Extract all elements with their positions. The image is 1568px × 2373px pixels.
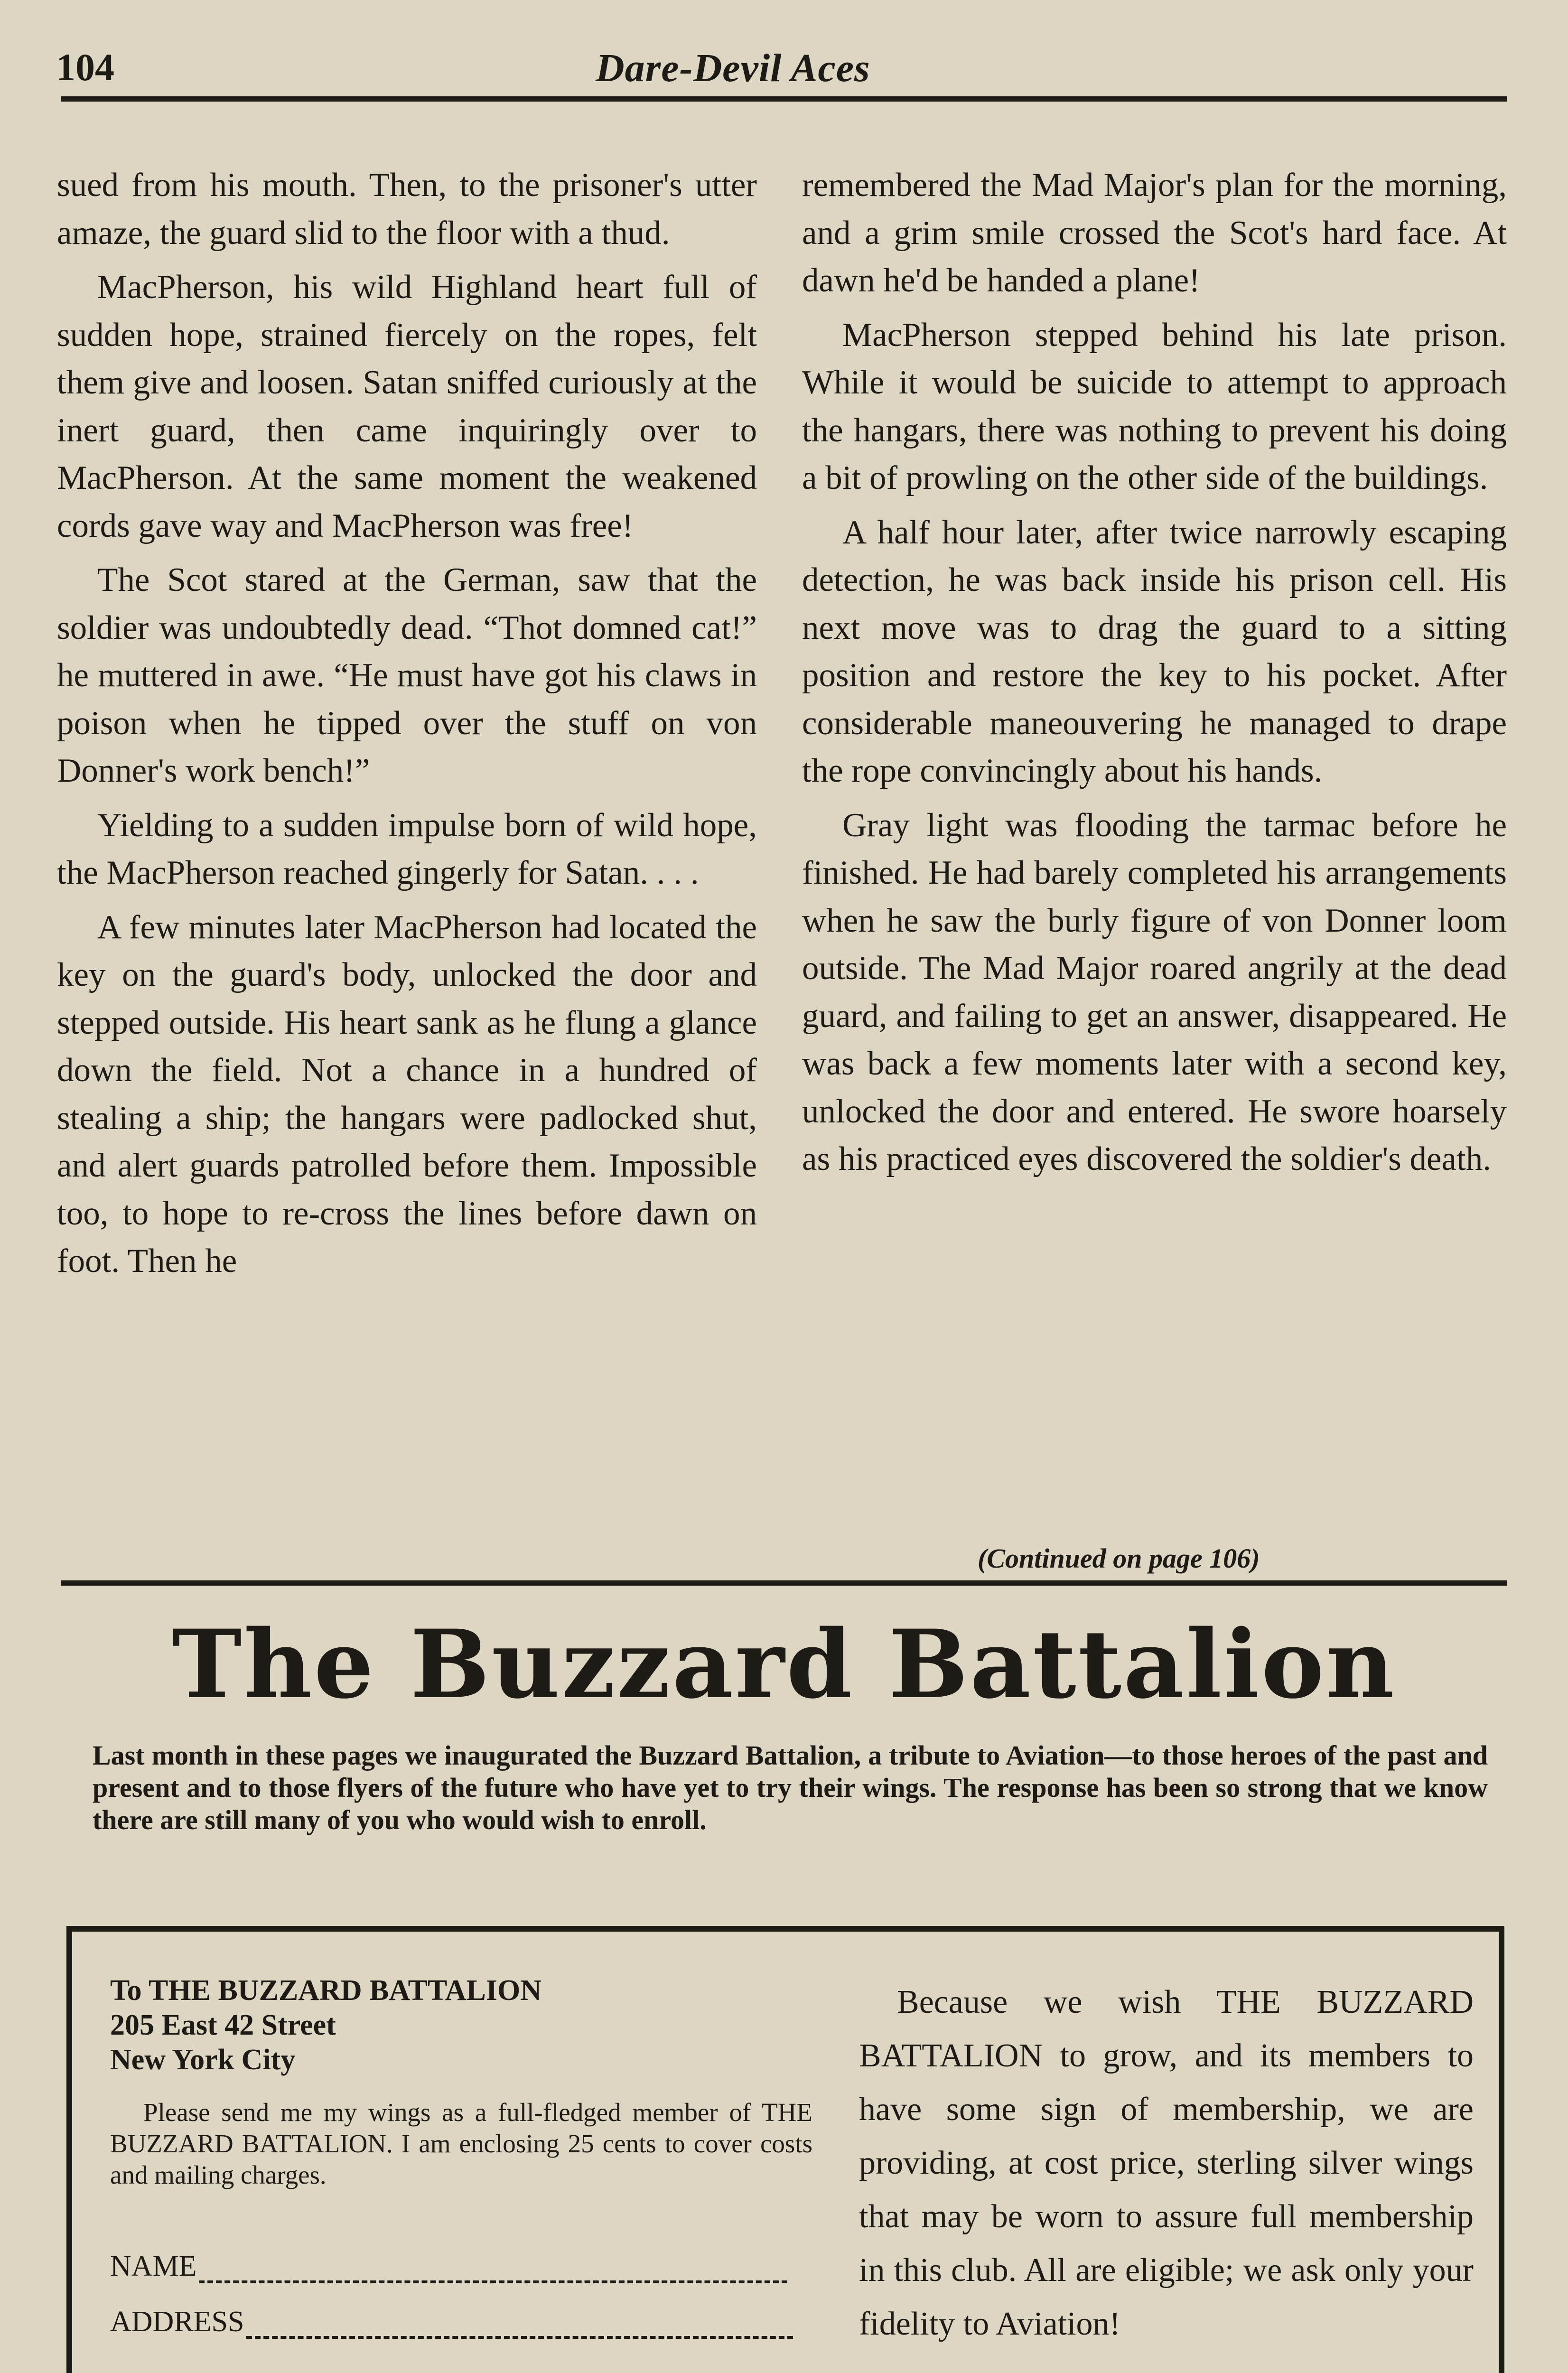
address-field[interactable]: [110, 2305, 793, 2339]
address-label: ADDRESS: [110, 2306, 244, 2338]
address-line: New York City: [110, 2044, 296, 2076]
name-field[interactable]: [110, 2250, 787, 2283]
membership-info-text: Because we wish THE BUZZARD BATTALION to grow, and its members to have some sign of membership, we are providing, at cost price, sterling silver wings that may be worn to assure full membership in this club. All are eligible; we ask only your fidelity to Aviation!: [859, 1984, 1474, 2342]
page-number: 104: [56, 46, 114, 89]
article-paragraph: A half hour later, after twice narrowly escaping detection, he was back inside his prison cell. His next move was to drag the guard to a sitting position and restore the key to his pocket. After considerable maneouvering he managed to drape the rope convincingly about his hands.: [802, 514, 1507, 789]
buzzard-intro: Last month in these pages we inaugurated the Buzzard Battalion, a tribute to Aviation—to those heroes of the past and present and to those flyers of the future who have yet to try their wings. The response has been so strong that we know there are still many of you who would wish to enroll.: [93, 1740, 1488, 1835]
article-paragraph: remembered the Mad Major's plan for the morning, and a grim smile crossed the Scot's hard face. At dawn he'd be handed a plane!: [802, 167, 1507, 299]
address-line: 205 East 42 Street: [110, 2009, 336, 2041]
article-left-column: [57, 161, 757, 1285]
coupon-request-text: Please send me my wings as a full-fledged member of THE BUZZARD BATTALION. I am enclosing 25 cents to cover costs and mailing charges.: [110, 2098, 812, 2189]
article-paragraph: Yielding to a sudden impulse born of wild hope, the MacPherson reached gingerly for Satan. . . .: [57, 806, 757, 891]
running-title: Dare-Devil Aces: [596, 46, 870, 90]
article-paragraph: A few minutes later MacPherson had located the key on the guard's body, unlocked the door and stepped outside. His heart sank as he flung a glance down the field. Not a chance in a hundred of stealing a ship; the hangars were padlocked shut, and alert guards patrolled before them. Impossible too, to hope to re-cross the lines before dawn on foot. Then he: [57, 908, 757, 1280]
address-second-line[interactable]: [110, 2361, 812, 2373]
address-blank-line[interactable]: [246, 2317, 793, 2339]
article-paragraph: The Scot stared at the German, saw that the soldier was undoubtedly dead. “Thot domned cat!” he muttered in awe. “He must have got his claws in poison when he tipped over the stuff on von Donner's work bench!”: [57, 561, 757, 789]
article-paragraph: MacPherson, his wild Highland heart full of sudden hope, strained fiercely on the ropes, felt them give and loosen. Satan sniffed curiously at the inert guard, then came inquiringly over to MacPherson. At the same moment the weakened cords gave way and MacPherson was free!: [57, 269, 757, 544]
continued-note: (Continued on page 106): [978, 1543, 1260, 1574]
section-rule: [61, 1580, 1507, 1586]
address-line: To THE BUZZARD BATTALION: [110, 1974, 542, 2007]
address-blank-line-2[interactable]: [110, 2361, 812, 2373]
buzzard-battalion-title: The Buzzard Battalion: [172, 1609, 1396, 1719]
article-paragraph: Gray light was flooding the tarmac before he finished. He had barely completed his arrangements when he saw the burly figure of von Donner loom outside. The Mad Major roared angrily at the dead guard, and failing to get an answer, disappeared. He was back a few moments later with a second key, unlocked the door and entered. He swore hoarsely as his practiced eyes discovered the soldier's death.: [802, 806, 1507, 1177]
mailing-address: [110, 1973, 541, 2077]
name-label: NAME: [110, 2250, 197, 2282]
header-rule: [61, 96, 1507, 102]
article-paragraph: MacPherson stepped behind his late prison. While it would be suicide to attempt to approach the hangars, there was nothing to prevent his doing a bit of prowling on the other side of the buildings.: [802, 316, 1507, 496]
article-paragraph: sued from his mouth. Then, to the prisoner's utter amaze, the guard slid to the floor with a thud.: [57, 167, 757, 252]
name-blank-line[interactable]: [199, 2261, 787, 2283]
article-right-column: [802, 161, 1507, 1183]
